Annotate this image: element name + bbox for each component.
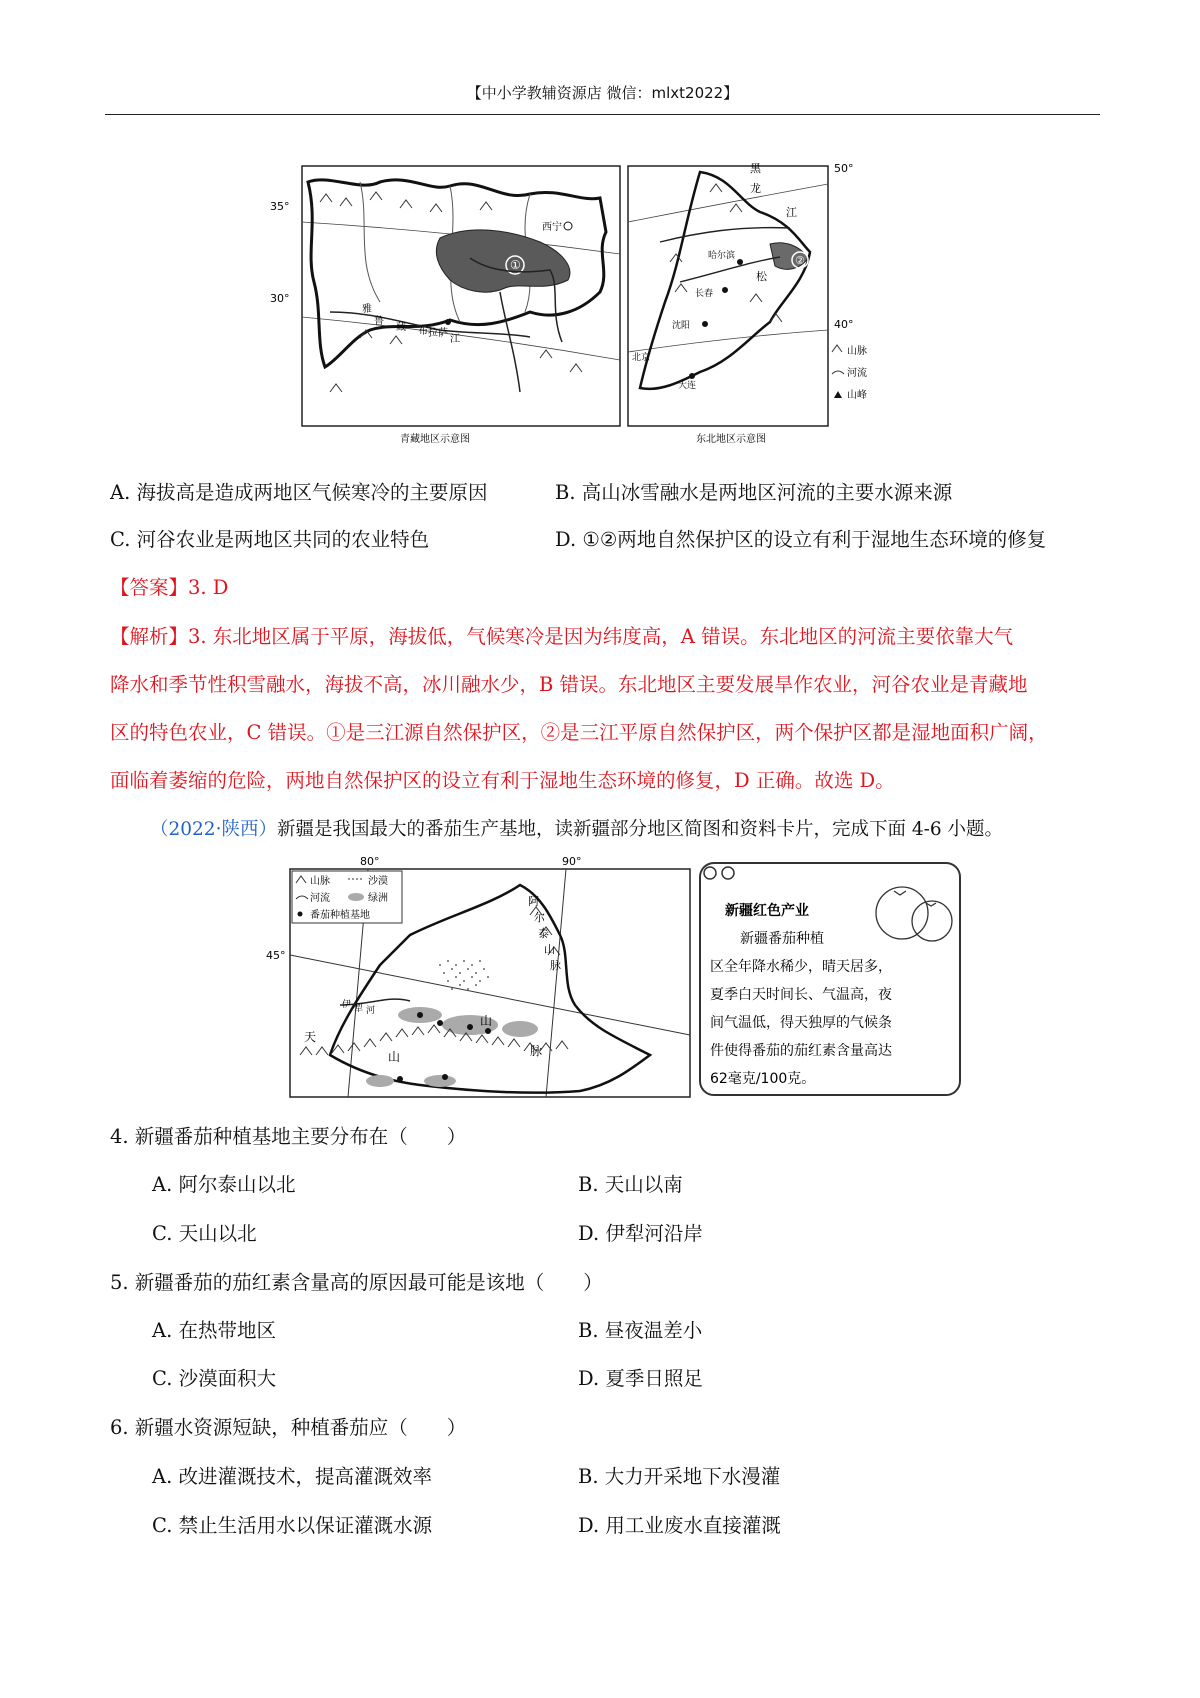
shenyang-label: 沈阳 (672, 321, 691, 331)
q3-answer: 【答案】3. D (110, 576, 229, 599)
analysis-line-3: 区的特色农业，C 错误。①是三江源自然保护区，②是三江平原自然保护区，两个保护区都是湿地面积广阔， (110, 721, 1048, 744)
q6-stem: 6. 新疆水资源短缺，种植番茄应（ ） (110, 1416, 467, 1439)
card-line-5: 件使得番茄的茄红素含量高达 (710, 1043, 892, 1059)
altay-char-2: 尔 (534, 911, 545, 924)
q5-option-c: C. 沙漠面积大 (152, 1367, 277, 1390)
q3-option-d: D. ①②两地自然保护区的设立有利于湿地生态环境的修复 (555, 528, 1047, 551)
altay-char-4: 山 (544, 943, 555, 956)
lhasa-label: 拉萨 (428, 328, 448, 339)
lat-30-label: 30° (270, 292, 290, 305)
q6-option-c: C. 禁止生活用水以保证灌溉水源 (152, 1514, 433, 1537)
left-map-frame (302, 166, 620, 426)
intro-text: 新疆是我国最大的番茄生产基地，读新疆部分地区简图和资料卡片，完成下面 4-6 小题。 (276, 819, 1004, 840)
card-line-6: 62毫克/100克。 (710, 1071, 816, 1087)
q4-option-c: C. 天山以北 (152, 1222, 257, 1245)
river-char-4: 布 (418, 326, 428, 337)
changchun-dot (722, 287, 728, 293)
marker-1-label: ① (510, 258, 521, 272)
q5-option-d: D. 夏季日照足 (578, 1367, 703, 1390)
river-char-1: 雅 (362, 304, 372, 315)
q4-option-b: B. 天山以南 (578, 1173, 683, 1196)
card-line-1: 新疆番茄种植 (740, 931, 824, 947)
altay-char-3: 泰 (538, 927, 549, 940)
river-char-2: 鲁 (374, 316, 384, 327)
q4-option-a: A. 阿尔泰山以北 (152, 1173, 296, 1196)
lon-90-label: 90° (562, 855, 582, 868)
left-map-caption: 青藏地区示意图 (400, 434, 470, 445)
card-line-3: 夏季白天时间长、气温高，夜 (710, 987, 892, 1003)
map1-legend (832, 344, 867, 401)
lhasa-dot (445, 319, 451, 325)
xining-label: 西宁 (542, 222, 562, 233)
altay-char-5: 脉 (550, 959, 561, 972)
xining-dot (564, 222, 572, 230)
page-header: 【中小学教辅资源店 微信：mlxt2022】 (105, 80, 1100, 115)
legend-river: 河流 (847, 368, 867, 379)
analysis-line-2: 降水和季节性积雪融水，海拔不高，冰川融水少，B 错误。东北地区主要发展旱作农业，河谷农业是青藏地 (110, 673, 1028, 696)
ili-char-1: 伊 (342, 1000, 352, 1010)
question-intro (150, 815, 1003, 845)
tianshan-char-3: 山 (480, 1014, 493, 1028)
q4-option-d: D. 伊犁河沿岸 (578, 1222, 703, 1245)
card-line-2: 区全年降水稀少，晴天居多， (710, 959, 892, 975)
legend-oasis: 绿洲 (368, 893, 388, 904)
dalian-label: 大连 (678, 381, 697, 391)
lat-35-label: 35° (270, 200, 290, 213)
tianshan-char-4: 脉 (530, 1044, 543, 1058)
card-title: 新疆红色产业 (725, 903, 809, 919)
source-tag: （2022·陕西） (150, 819, 277, 840)
heilongjiang-char-2: 龙 (750, 182, 761, 195)
qinghai-tibet-northeast-maps (270, 162, 900, 447)
harbin-dot (737, 259, 743, 265)
info-card (700, 863, 960, 1095)
q3-option-c: C. 河谷农业是两地区共同的农业特色 (110, 528, 430, 551)
q3-option-a: A. 海拔高是造成两地区气候寒冷的主要原因 (110, 481, 488, 504)
legend-desert: 沙漠 (368, 876, 388, 887)
q4-stem: 4. 新疆番茄种植基地主要分布在（ ） (110, 1125, 467, 1148)
q5-stem: 5. 新疆番茄的茄红素含量高的原因最可能是该地（ ） (110, 1271, 603, 1294)
legend-tomato-base: 番茄种植基地 (310, 910, 370, 921)
xinjiang-map-figure (230, 855, 965, 1103)
legend-mountain: 山脉 (847, 346, 867, 357)
legend-mountain-2: 山脉 (310, 876, 330, 887)
q6-option-b: B. 大力开采地下水漫灌 (578, 1465, 781, 1488)
q5-option-a: A. 在热带地区 (152, 1319, 276, 1342)
songhua-char: 松 (756, 270, 767, 283)
tianshan-char-2: 山 (388, 1050, 401, 1064)
heilongjiang-char-3: 江 (786, 206, 797, 219)
altay-char-1: 阿 (528, 895, 539, 908)
right-map-caption: 东北地区示意图 (696, 434, 766, 445)
heilongjiang-char-1: 黑 (750, 162, 761, 175)
analysis-line-4: 面临着萎缩的危险，两地自然保护区的设立有利于湿地生态环境的修复，D 正确。故选 D。 (110, 769, 895, 792)
q5-option-b: B. 昼夜温差小 (578, 1319, 703, 1342)
q3-option-b: B. 高山冰雪融水是两地区河流的主要水源来源 (555, 481, 953, 504)
card-line-4: 间气温低，得天独厚的气候条 (710, 1015, 892, 1031)
shenyang-dot (702, 321, 708, 327)
marker-2-label: ② (795, 254, 805, 267)
river-char-5: 江 (450, 334, 460, 345)
q6-option-a: A. 改进灌溉技术，提高灌溉效率 (152, 1465, 432, 1488)
q6-option-d: D. 用工业废水直接灌溉 (578, 1514, 781, 1537)
lat-45-label: 45° (266, 949, 286, 962)
lat-50-label: 50° (834, 162, 854, 175)
beijing-label: 北京 (632, 353, 651, 363)
map2-legend (292, 871, 402, 923)
legend-peak: 山峰 (847, 390, 867, 401)
analysis-line-1: 【解析】3. 东北地区属于平原，海拔低，气候寒冷是因为纬度高，A 错误。东北地区的河流主要依靠大气 (110, 625, 1014, 648)
tianshan-char-1: 天 (304, 1030, 317, 1044)
river-char-3: 藏 (396, 322, 406, 333)
harbin-label: 哈尔滨 (708, 251, 736, 261)
ili-char-2: 犁 (354, 1004, 364, 1014)
dalian-dot (689, 373, 695, 379)
lon-80-label: 80° (360, 855, 380, 868)
changchun-label: 长春 (695, 289, 714, 299)
ili-char-3: 河 (366, 1006, 376, 1016)
lat-40-label: 40° (834, 318, 854, 331)
legend-river-2: 河流 (310, 893, 330, 904)
